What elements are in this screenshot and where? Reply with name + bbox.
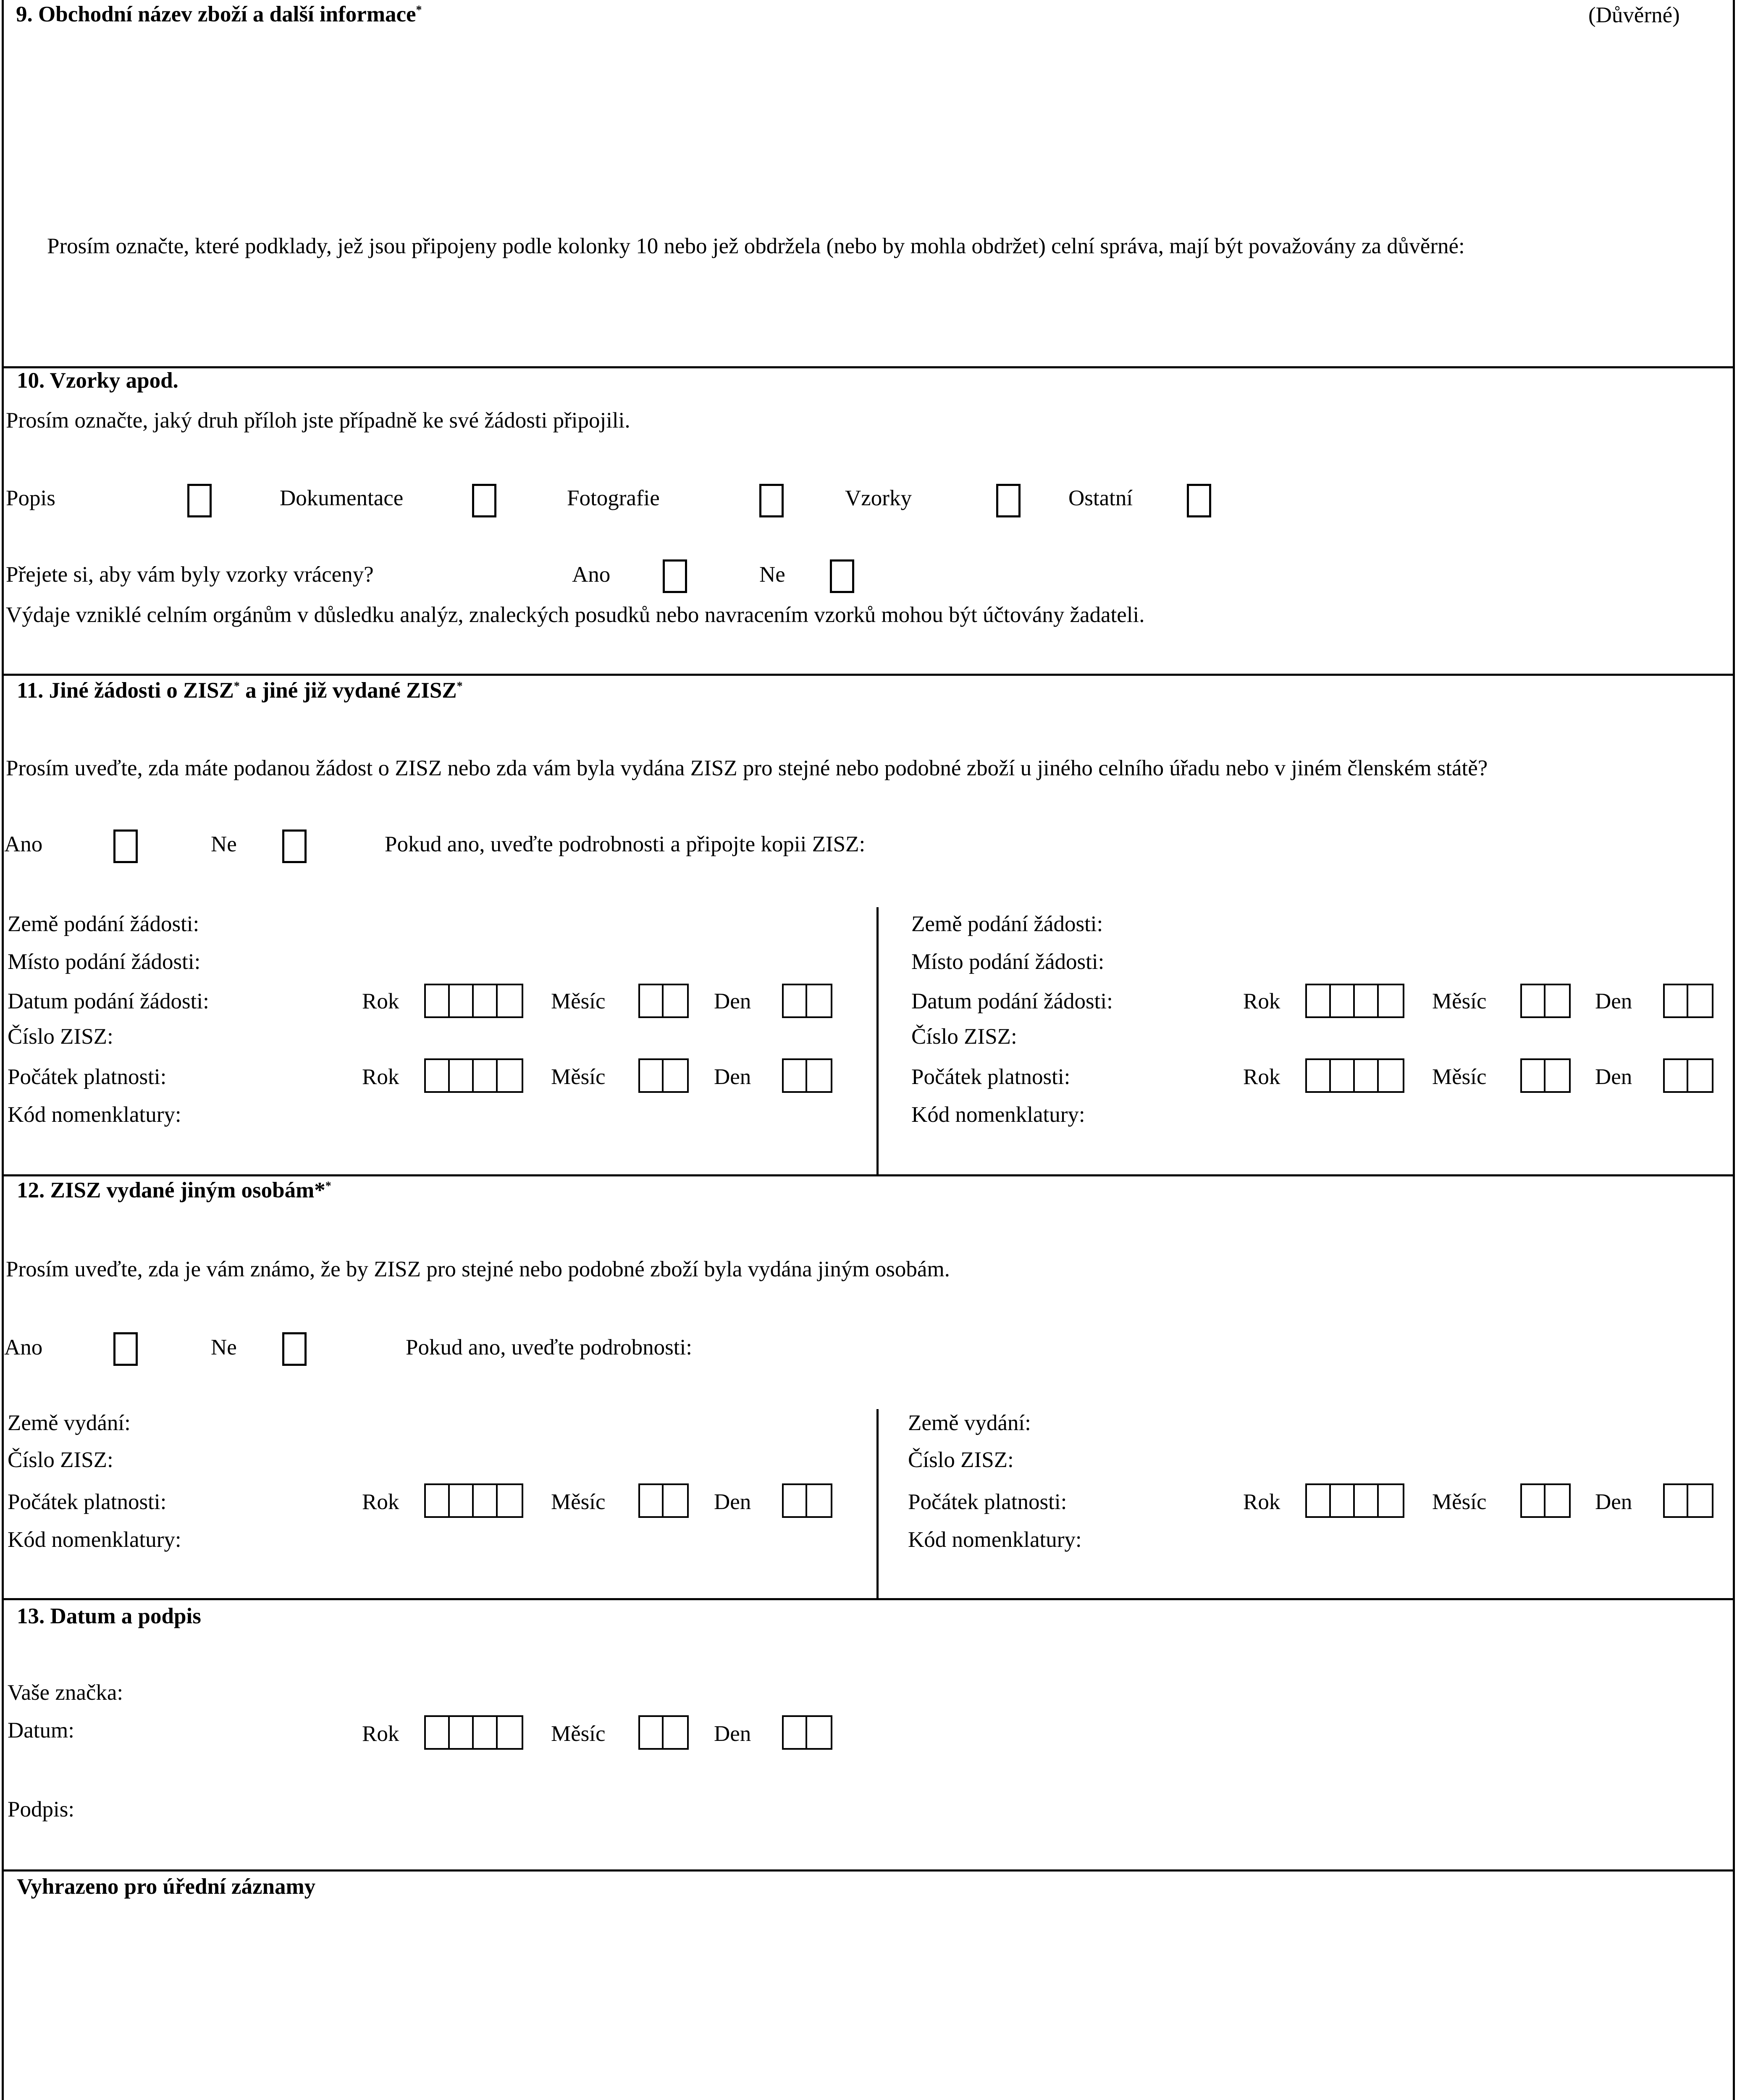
s10-no-label: Ne: [759, 562, 785, 587]
s10-title: 10. Vzorky apod.: [17, 368, 178, 393]
s10-return-question: Přejete si, aby vám byly vzorky vráceny?: [6, 562, 374, 587]
den-label: Den: [1595, 1490, 1632, 1514]
s11-question: Prosím uveďte, zda máte podanou žádost o ZISZ nebo zda vám byla vydána ZISZ pro stejné nebo podobné zboží u jiného celního úřadu nebo v jiném členském státě?: [6, 756, 1488, 780]
month-input[interactable]: [638, 1483, 689, 1518]
den-label: Den: [1595, 989, 1632, 1013]
den-label: Den: [714, 1722, 751, 1746]
frame-left-border: [2, 0, 4, 2100]
checkbox-ostatni[interactable]: [1187, 484, 1211, 517]
year-input[interactable]: [1305, 1483, 1404, 1518]
year-input[interactable]: [1305, 984, 1404, 1018]
s11-yes-label: Ano: [4, 832, 43, 856]
year-input[interactable]: [1305, 1058, 1404, 1093]
checkbox-vzorky[interactable]: [996, 484, 1021, 517]
s10-yes-label: Ano: [572, 562, 611, 587]
s12-l-code: Kód nomenklatury:: [8, 1528, 181, 1552]
s11-l-country: Země podání žádosti:: [8, 912, 199, 936]
rok-label: Rok: [1243, 1490, 1280, 1514]
s10-intro: Prosím označte, jaký druh příloh jste případně ke své žádosti připojili.: [6, 408, 630, 433]
divider-official: [2, 1869, 1735, 1872]
option-label-popis: Popis: [6, 486, 55, 510]
checkbox-fotografie[interactable]: [759, 484, 784, 517]
official-title: Vyhrazeno pro úřední záznamy: [17, 1874, 316, 1899]
den-label: Den: [714, 989, 751, 1013]
divider-s12: [2, 1174, 1735, 1176]
checkbox-return-no[interactable]: [830, 559, 854, 593]
day-input[interactable]: [1663, 984, 1713, 1018]
s13-signature: Podpis:: [8, 1797, 75, 1822]
option-label-vzorky: Vzorky: [845, 486, 912, 510]
s11-l-code: Kód nomenklatury:: [8, 1102, 181, 1127]
s12-yes-label: Ano: [4, 1335, 43, 1360]
month-input[interactable]: [1520, 1483, 1571, 1518]
s11-l-validity: Počátek platnosti:: [8, 1065, 167, 1089]
s12-column-divider: [876, 1409, 879, 1599]
checkbox-s11-yes[interactable]: [113, 830, 138, 863]
checkbox-popis[interactable]: [187, 484, 212, 517]
rok-label: Rok: [1243, 989, 1280, 1013]
footnote-marker: *: [416, 3, 422, 17]
mesic-label: Měsíc: [551, 1722, 606, 1746]
mesic-label: Měsíc: [551, 1490, 606, 1514]
s11-r-validity: Počátek platnosti:: [911, 1065, 1071, 1089]
footnote-marker: *: [457, 680, 463, 693]
month-input[interactable]: [638, 1715, 689, 1750]
s13-title: 13. Datum a podpis: [17, 1604, 201, 1628]
footnote-marker: *: [325, 1179, 331, 1193]
rok-label: Rok: [362, 1065, 399, 1089]
s10-costs-note: Výdaje vzniklé celním orgánům v důsledku analýz, znaleckých posudků nebo navracením vzorků mohou být účtovány žadateli.: [6, 603, 1145, 627]
day-input[interactable]: [782, 1058, 832, 1093]
den-label: Den: [714, 1065, 751, 1089]
divider-s11: [2, 674, 1735, 676]
s11-column-divider: [876, 907, 879, 1176]
s9-confidential-label: (Důvěrné): [1588, 3, 1680, 27]
s12-r-number: Číslo ZISZ:: [908, 1448, 1014, 1472]
mesic-label: Měsíc: [551, 1065, 606, 1089]
s12-no-label: Ne: [211, 1335, 237, 1360]
s11-r-number: Číslo ZISZ:: [911, 1024, 1017, 1049]
s11-r-date: Datum podání žádosti:: [911, 989, 1113, 1013]
option-label-ostatni: Ostatní: [1068, 486, 1133, 510]
s12-l-country: Země vydání:: [8, 1411, 131, 1435]
s11-l-place: Místo podání žádosti:: [8, 950, 201, 974]
s11-l-number: Číslo ZISZ:: [8, 1024, 113, 1049]
s13-reference: Vaše značka:: [8, 1680, 123, 1705]
mesic-label: Měsíc: [1432, 989, 1487, 1013]
s11-r-code: Kód nomenklatury:: [911, 1102, 1085, 1127]
den-label: Den: [714, 1490, 751, 1514]
footnote-marker: *: [234, 680, 240, 693]
den-label: Den: [1595, 1065, 1632, 1089]
rok-label: Rok: [362, 989, 399, 1013]
s11-no-label: Ne: [211, 832, 237, 856]
s12-r-validity: Počátek platnosti:: [908, 1490, 1067, 1514]
checkbox-s12-no[interactable]: [282, 1332, 307, 1366]
rok-label: Rok: [362, 1490, 399, 1514]
rok-label: Rok: [362, 1722, 399, 1746]
year-input[interactable]: [424, 1483, 523, 1518]
day-input[interactable]: [782, 1483, 832, 1518]
month-input[interactable]: [1520, 1058, 1571, 1093]
checkbox-return-yes[interactable]: [663, 559, 687, 593]
s11-r-country: Země podání žádosti:: [911, 912, 1103, 936]
year-input[interactable]: [424, 1058, 523, 1093]
s13-date: Datum:: [8, 1718, 74, 1743]
month-input[interactable]: [638, 1058, 689, 1093]
s12-l-validity: Počátek platnosti:: [8, 1490, 167, 1514]
s12-l-number: Číslo ZISZ:: [8, 1448, 113, 1472]
divider-s13: [2, 1598, 1735, 1600]
s11-ifyes: Pokud ano, uveďte podrobnosti a připojte kopii ZISZ:: [385, 832, 866, 856]
option-label-dokumentace: Dokumentace: [280, 486, 404, 510]
s9-title: 9. Obchodní název zboží a další informace*: [16, 2, 422, 26]
s12-question: Prosím uveďte, zda je vám známo, že by ZISZ pro stejné nebo podobné zboží byla vydána jiným osobám.: [6, 1257, 950, 1281]
option-label-fotografie: Fotografie: [567, 486, 660, 510]
s11-l-date: Datum podání žádosti:: [8, 989, 209, 1013]
s11-r-place: Místo podání žádosti:: [911, 950, 1105, 974]
month-input[interactable]: [1520, 984, 1571, 1018]
s11-title: 11. Jiné žádosti o ZISZ* a jiné již vydané ZISZ*: [17, 678, 463, 703]
checkbox-s11-no[interactable]: [282, 830, 307, 863]
checkbox-s12-yes[interactable]: [113, 1332, 138, 1366]
s12-title: 12. ZISZ vydané jiným osobám**: [17, 1178, 331, 1202]
mesic-label: Měsíc: [1432, 1065, 1487, 1089]
year-input[interactable]: [424, 1715, 523, 1750]
rok-label: Rok: [1243, 1065, 1280, 1089]
month-input[interactable]: [638, 984, 689, 1018]
mesic-label: Měsíc: [1432, 1490, 1487, 1514]
year-input[interactable]: [424, 984, 523, 1018]
divider-s10: [2, 366, 1735, 368]
frame-right-border: [1733, 0, 1735, 2100]
s12-r-country: Země vydání:: [908, 1411, 1031, 1435]
checkbox-dokumentace[interactable]: [472, 484, 496, 517]
mesic-label: Měsíc: [551, 989, 606, 1013]
s12-r-code: Kód nomenklatury:: [908, 1528, 1082, 1552]
day-input[interactable]: [782, 984, 832, 1018]
day-input[interactable]: [1663, 1058, 1713, 1093]
day-input[interactable]: [782, 1715, 832, 1750]
s12-ifyes: Pokud ano, uveďte podrobnosti:: [406, 1335, 692, 1360]
s9-confidential-note: Prosím označte, které podklady, jež jsou připojeny podle kolonky 10 nebo jež obdržela (nebo by mohla obdržet) celní správa, mají být považovány za důvěrné:: [47, 234, 1465, 258]
day-input[interactable]: [1663, 1483, 1713, 1518]
